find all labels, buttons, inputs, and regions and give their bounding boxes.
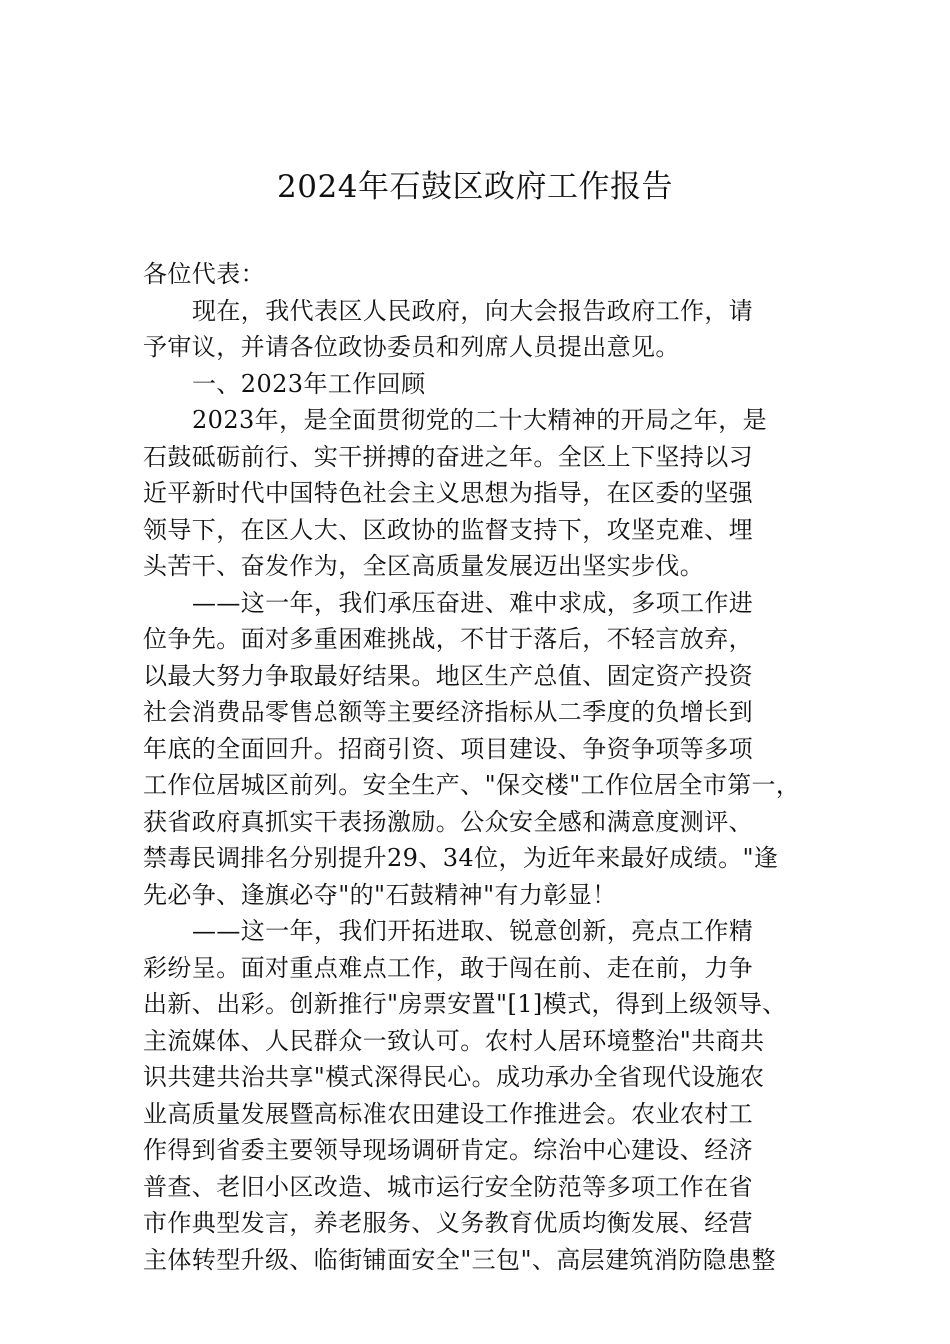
document-title: 2024年石鼓区政府工作报告 xyxy=(277,169,673,205)
body-line: 领导下，在区人大、区政协的监督支持下，攻坚克难、埋 xyxy=(143,515,753,544)
document-body xyxy=(143,256,833,1278)
body-line: 以最大努力争取最好结果。地区生产总值、固定资产投资 xyxy=(143,661,753,690)
body-line: ——这一年，我们承压奋进、难中求成，多项工作进 xyxy=(192,588,754,617)
body-line: 识共建共治共享"模式深得民心。成功承办全省现代设施农 xyxy=(143,1063,765,1091)
body-line: ——这一年，我们开拓进取、锐意创新，亮点工作精 xyxy=(192,917,754,945)
body-line: 市作典型发言，养老服务、义务教育优质均衡发展、经营 xyxy=(143,1209,753,1237)
body-line: 作得到省委主要领导现场调研肯定。综治中心建设、经济 xyxy=(143,1136,753,1164)
body-line: 2023年，是全面贯彻党的二十大精神的开局之年，是 xyxy=(192,406,768,434)
body-line: 予审议，并请各位政协委员和列席人员提出意见。 xyxy=(143,333,680,361)
body-line: 年底的全面回升。招商引资、项目建设、争资争项等多项 xyxy=(143,734,753,763)
body-line: 位争先。面对多重困难挑战，不甘于落后，不轻言放弃， xyxy=(143,625,753,653)
body-line: 头苦干、奋发作为，全区高质量发展迈出坚实步伐。 xyxy=(143,552,705,580)
body-line: 获省政府真抓实干表扬激励。公众安全感和满意度测评、 xyxy=(143,807,753,836)
body-line: 业高质量发展暨高标准农田建设工作推进会。农业农村工 xyxy=(143,1099,753,1128)
body-line: 先必争、逢旗必夺"的"石鼓精神"有力彰显！ xyxy=(143,880,617,909)
body-line: 工作位居城区前列。安全生产、"保交楼"工作位居全市第一， xyxy=(143,771,801,799)
body-line: 近平新时代中国特色社会主义思想为指导，在区委的坚强 xyxy=(143,479,753,507)
body-line: 禁毒民调排名分别提升29、34位，为近年来最好成绩。"逢 xyxy=(143,844,779,872)
body-line: 普查、老旧小区改造、城市运行安全防范等多项工作在省 xyxy=(143,1172,753,1201)
body-line: 石鼓砥砺前行、实干拼搏的奋进之年。全区上下坚持以习 xyxy=(143,442,753,471)
body-line: 主流媒体、人民群众一致认可。农村人居环境整治"共商共 xyxy=(143,1026,765,1055)
body-line: 现在，我代表区人民政府，向大会报告政府工作，请 xyxy=(192,296,754,325)
body-line: 各位代表： xyxy=(143,260,265,288)
body-line: 彩纷呈。面对重点难点工作，敢于闯在前、走在前，力争 xyxy=(143,953,753,982)
body-line: 出新、出彩。创新推行"房票安置"[1]模式，得到上级领导、 xyxy=(143,990,787,1018)
body-line: 一、2023年工作回顾 xyxy=(192,369,426,398)
body-line: 社会消费品零售总额等主要经济指标从二季度的负增长到 xyxy=(143,698,753,726)
body-line: 主体转型升级、临街铺面安全"三包"、高层建筑消防隐患整 xyxy=(143,1245,776,1274)
